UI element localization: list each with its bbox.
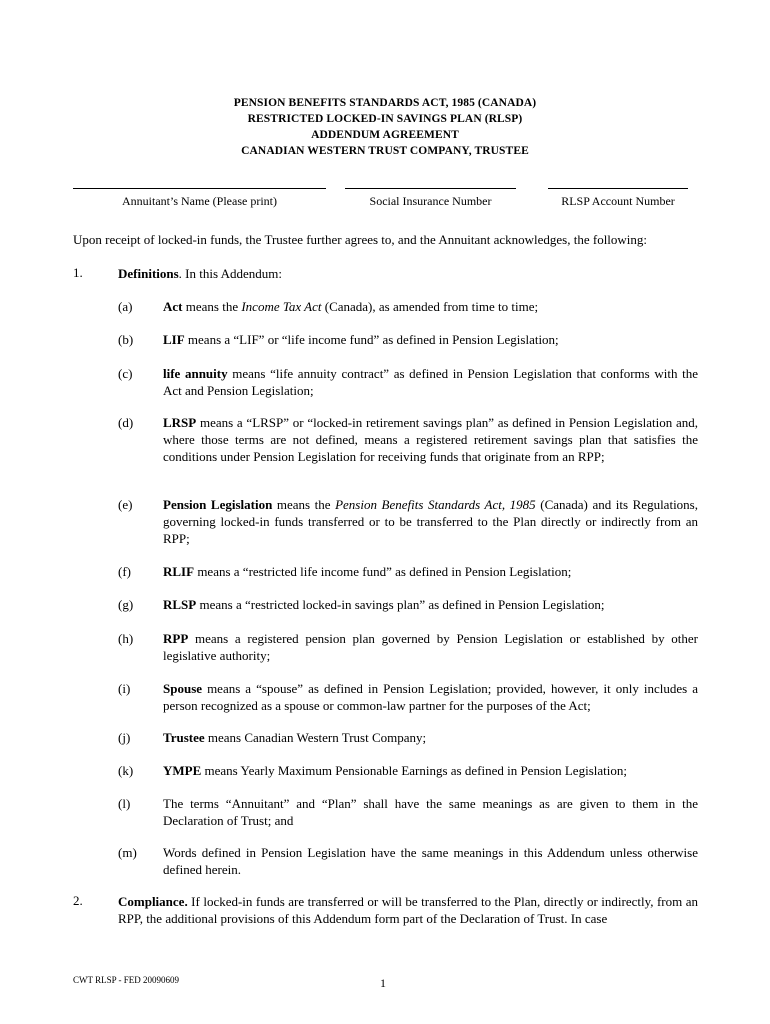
definition-body: means “life annuity contract” as defined in Pension Legislation that conforms with the Act and Pension Legislation; — [163, 366, 698, 398]
definition-letter: (c) — [118, 366, 133, 381]
annuitant-name-label: Annuitant’s Name (Please print) — [122, 194, 277, 208]
definition-letter: (l) — [118, 796, 131, 811]
definition-text — [163, 496, 698, 547]
title-line-4: CANADIAN WESTERN TRUST COMPANY, TRUSTEE — [241, 145, 529, 157]
definition-letter: (f) — [118, 564, 131, 579]
definition-cited-act: Income Tax Act — [241, 299, 322, 314]
definition-body: means the — [272, 497, 336, 512]
definition-letter: (e) — [118, 497, 133, 512]
definition-text — [163, 630, 698, 664]
definition-text — [163, 680, 698, 714]
definition-term: RPP — [163, 631, 189, 646]
definition-text — [163, 414, 698, 465]
definition-term: Pension Legislation — [163, 497, 273, 512]
section-1-heading-term: Definitions — [118, 266, 179, 281]
definition-body: means a “restricted life income fund” as defined in Pension Legislation; — [194, 564, 572, 579]
definition-body: means a “LIF” or “life income fund” as defined in Pension Legislation; — [184, 332, 559, 347]
section-2-heading: Compliance. — [118, 894, 188, 909]
section-1-heading — [118, 265, 698, 282]
definition-letter: (i) — [118, 681, 131, 696]
definition-term: LIF — [163, 332, 185, 347]
document-title — [0, 95, 770, 159]
section-1-number: 1. — [73, 265, 83, 280]
section-1-heading-rest: . In this Addendum: — [178, 266, 282, 281]
definition-body-end: (Canada), as amended from time to time; — [321, 299, 539, 314]
sin-label: Social Insurance Number — [369, 194, 492, 208]
page-number: 1 — [380, 976, 386, 990]
definition-cited-act: Pension Benefits Standards Act, 1985 — [335, 497, 536, 512]
definition-letter: (a) — [118, 299, 133, 314]
definition-body: The terms “Annuitant” and “Plan” shall have the same meanings as are given to them in the Declaration of Trust; and — [163, 796, 698, 828]
annuitant-name-line — [73, 188, 326, 189]
definition-term: Act — [163, 299, 183, 314]
account-number-line — [548, 188, 688, 189]
definition-body: means Canadian Western Trust Company; — [204, 730, 427, 745]
footer-form-code: CWT RLSP - FED 20090609 — [73, 975, 180, 985]
definition-text — [163, 365, 698, 399]
definition-text — [163, 596, 698, 613]
definition-text — [163, 563, 698, 580]
definition-body-end: (Canada) and its Regulations, governing locked-in funds transferred or to be transferred to the Plan directly or indirectly from an RPP; — [163, 497, 698, 546]
definition-letter: (m) — [118, 845, 137, 860]
definition-letter: (g) — [118, 597, 134, 612]
section-2-number: 2. — [73, 893, 83, 908]
definition-term: YMPE — [163, 763, 202, 778]
definition-text — [163, 729, 698, 746]
definition-letter: (j) — [118, 730, 131, 745]
definition-text — [163, 795, 698, 829]
section-2-text: If locked-in funds are transferred or will be transferred to the Plan, directly or indirectly, from an RPP, the additional provisions of this Addendum form part of the Declaration of Trust. In case — [118, 894, 698, 926]
definition-body: means the — [182, 299, 242, 314]
annuitant-name-field[interactable] — [73, 188, 326, 209]
definition-letter: (d) — [118, 415, 134, 430]
definition-body: means Yearly Maximum Pensionable Earnings as defined in Pension Legislation; — [201, 763, 627, 778]
account-number-label: RLSP Account Number — [561, 194, 675, 208]
definition-body: means a registered pension plan governed by Pension Legislation or established by other legislative authority; — [163, 631, 698, 663]
definition-term: life annuity — [163, 366, 228, 381]
title-line-1: PENSION BENEFITS STANDARDS ACT, 1985 (CANADA) — [233, 97, 537, 109]
definition-term: RLSP — [163, 597, 197, 612]
title-line-3: ADDENDUM AGREEMENT — [311, 129, 459, 141]
definition-term: Spouse — [163, 681, 203, 696]
title-line-2: RESTRICTED LOCKED-IN SAVINGS PLAN (RLSP) — [247, 113, 523, 125]
definition-term: RLIF — [163, 564, 195, 579]
definition-text — [163, 298, 698, 315]
section-2-paragraph — [118, 893, 698, 927]
definition-body: means a “LRSP” or “locked-in retirement savings plan” as defined in Pension Legislation and, where those terms are not defined, means a registered retirement savings plan that satisfies the conditions under Pension Legislation for receiving funds that originate from an RPP; — [163, 415, 698, 464]
definition-text — [163, 844, 698, 878]
account-number-field[interactable] — [548, 188, 688, 209]
definition-body: means a “spouse” as defined in Pension Legislation; provided, however, it only includes a person recognized as a spouse or common-law partner for the purposes of the Act; — [163, 681, 698, 713]
definition-letter: (b) — [118, 332, 134, 347]
definition-text — [163, 762, 698, 779]
intro-paragraph: Upon receipt of locked-in funds, the Trustee further agrees to, and the Annuitant acknowledges, the following: — [73, 232, 648, 247]
sin-line — [345, 188, 516, 189]
definition-letter: (k) — [118, 763, 134, 778]
definition-text — [163, 331, 698, 348]
definition-body: means a “restricted locked-in savings plan” as defined in Pension Legislation; — [196, 597, 605, 612]
definition-term: LRSP — [163, 415, 197, 430]
signature-fields — [73, 188, 693, 228]
definition-body: Words defined in Pension Legislation have the same meanings in this Addendum unless otherwise defined herein. — [163, 845, 698, 877]
sin-field[interactable] — [345, 188, 516, 209]
definition-letter: (h) — [118, 631, 134, 646]
definition-term: Trustee — [163, 730, 205, 745]
